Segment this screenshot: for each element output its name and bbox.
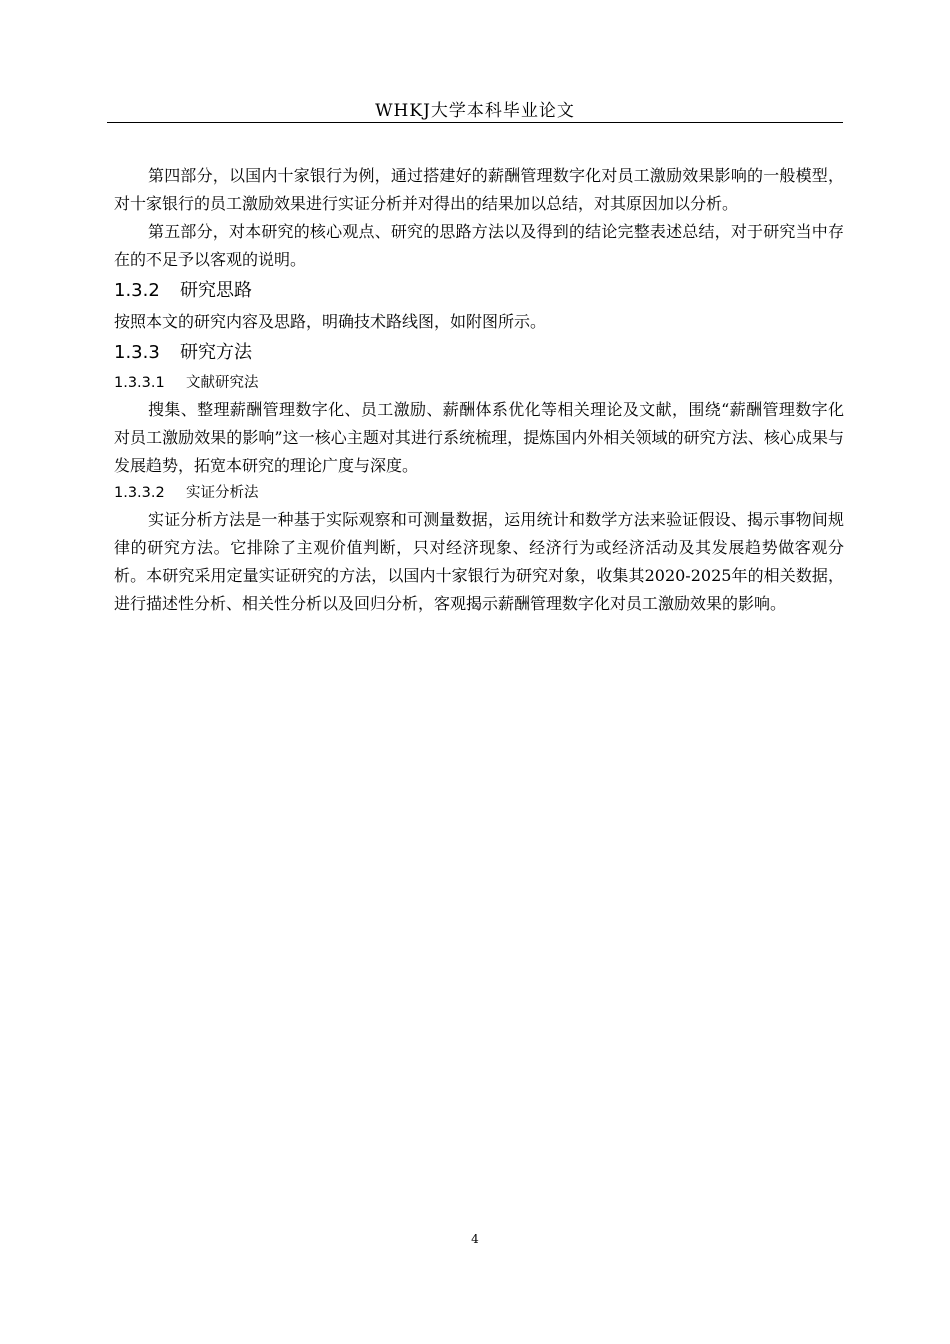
page-number: 4 [471,1232,479,1246]
section-title: 研究思路 [180,280,252,301]
subsection-heading-1-3-3-2 [114,480,844,506]
paragraph-empirical-method: 实证分析方法是一种基于实际观察和可测量数据，运用统计和数学方法来验证假设、揭示事物间规律的研究方法。它排除了主观价值判断，只对经济现象、经济行为或经济活动及其发展趋势做客观分析。本研究采用定量实证研究的方法，以国内十家银行为研究对象，收集其2020-2025年的相关数据，进行描述性分析、相关性分析以及回归分析，客观揭示薪酬管理数字化对员工激励效果的影响。 [114,510,844,613]
paragraph-part-four: 第四部分，以国内十家银行为例，通过搭建好的薪酬管理数字化对员工激励效果影响的一般模型，对十家银行的员工激励效果进行实证分析并对得出的结果加以总结，对其原因加以分析。 [114,166,844,213]
section-heading-1-3-2 [114,276,844,306]
section-number: 1.3.3 [114,342,160,363]
page-body [114,162,844,618]
subsection-number: 1.3.3.1 [114,375,165,391]
paragraph-literature-method: 搜集、整理薪酬管理数字化、员工激励、薪酬体系优化等相关理论及文献，围绕“薪酬管理数字化对员工激励效果的影响”这一核心主题对其进行系统梳理，提炼国内外相关领域的研究方法、核心成果与发展趋势，拓宽本研究的理论广度与深度。 [114,400,844,475]
paragraph-research-approach: 按照本文的研究内容及思路，明确技术路线图，如附图所示。 [114,312,547,331]
subsection-title: 实证分析法 [186,485,259,501]
subsection-title: 文献研究法 [186,375,259,391]
section-heading-1-3-3 [114,338,844,368]
page-header-title: WHKJ大学本科毕业论文 [375,101,575,121]
subsection-number: 1.3.3.2 [114,485,165,501]
section-title: 研究方法 [180,342,252,363]
section-number: 1.3.2 [114,280,160,301]
header-divider [107,122,843,123]
subsection-heading-1-3-3-1 [114,370,844,396]
paragraph-part-five: 第五部分，对本研究的核心观点、研究的思路方法以及得到的结论完整表述总结，对于研究当中存在的不足予以客观的说明。 [114,222,844,269]
